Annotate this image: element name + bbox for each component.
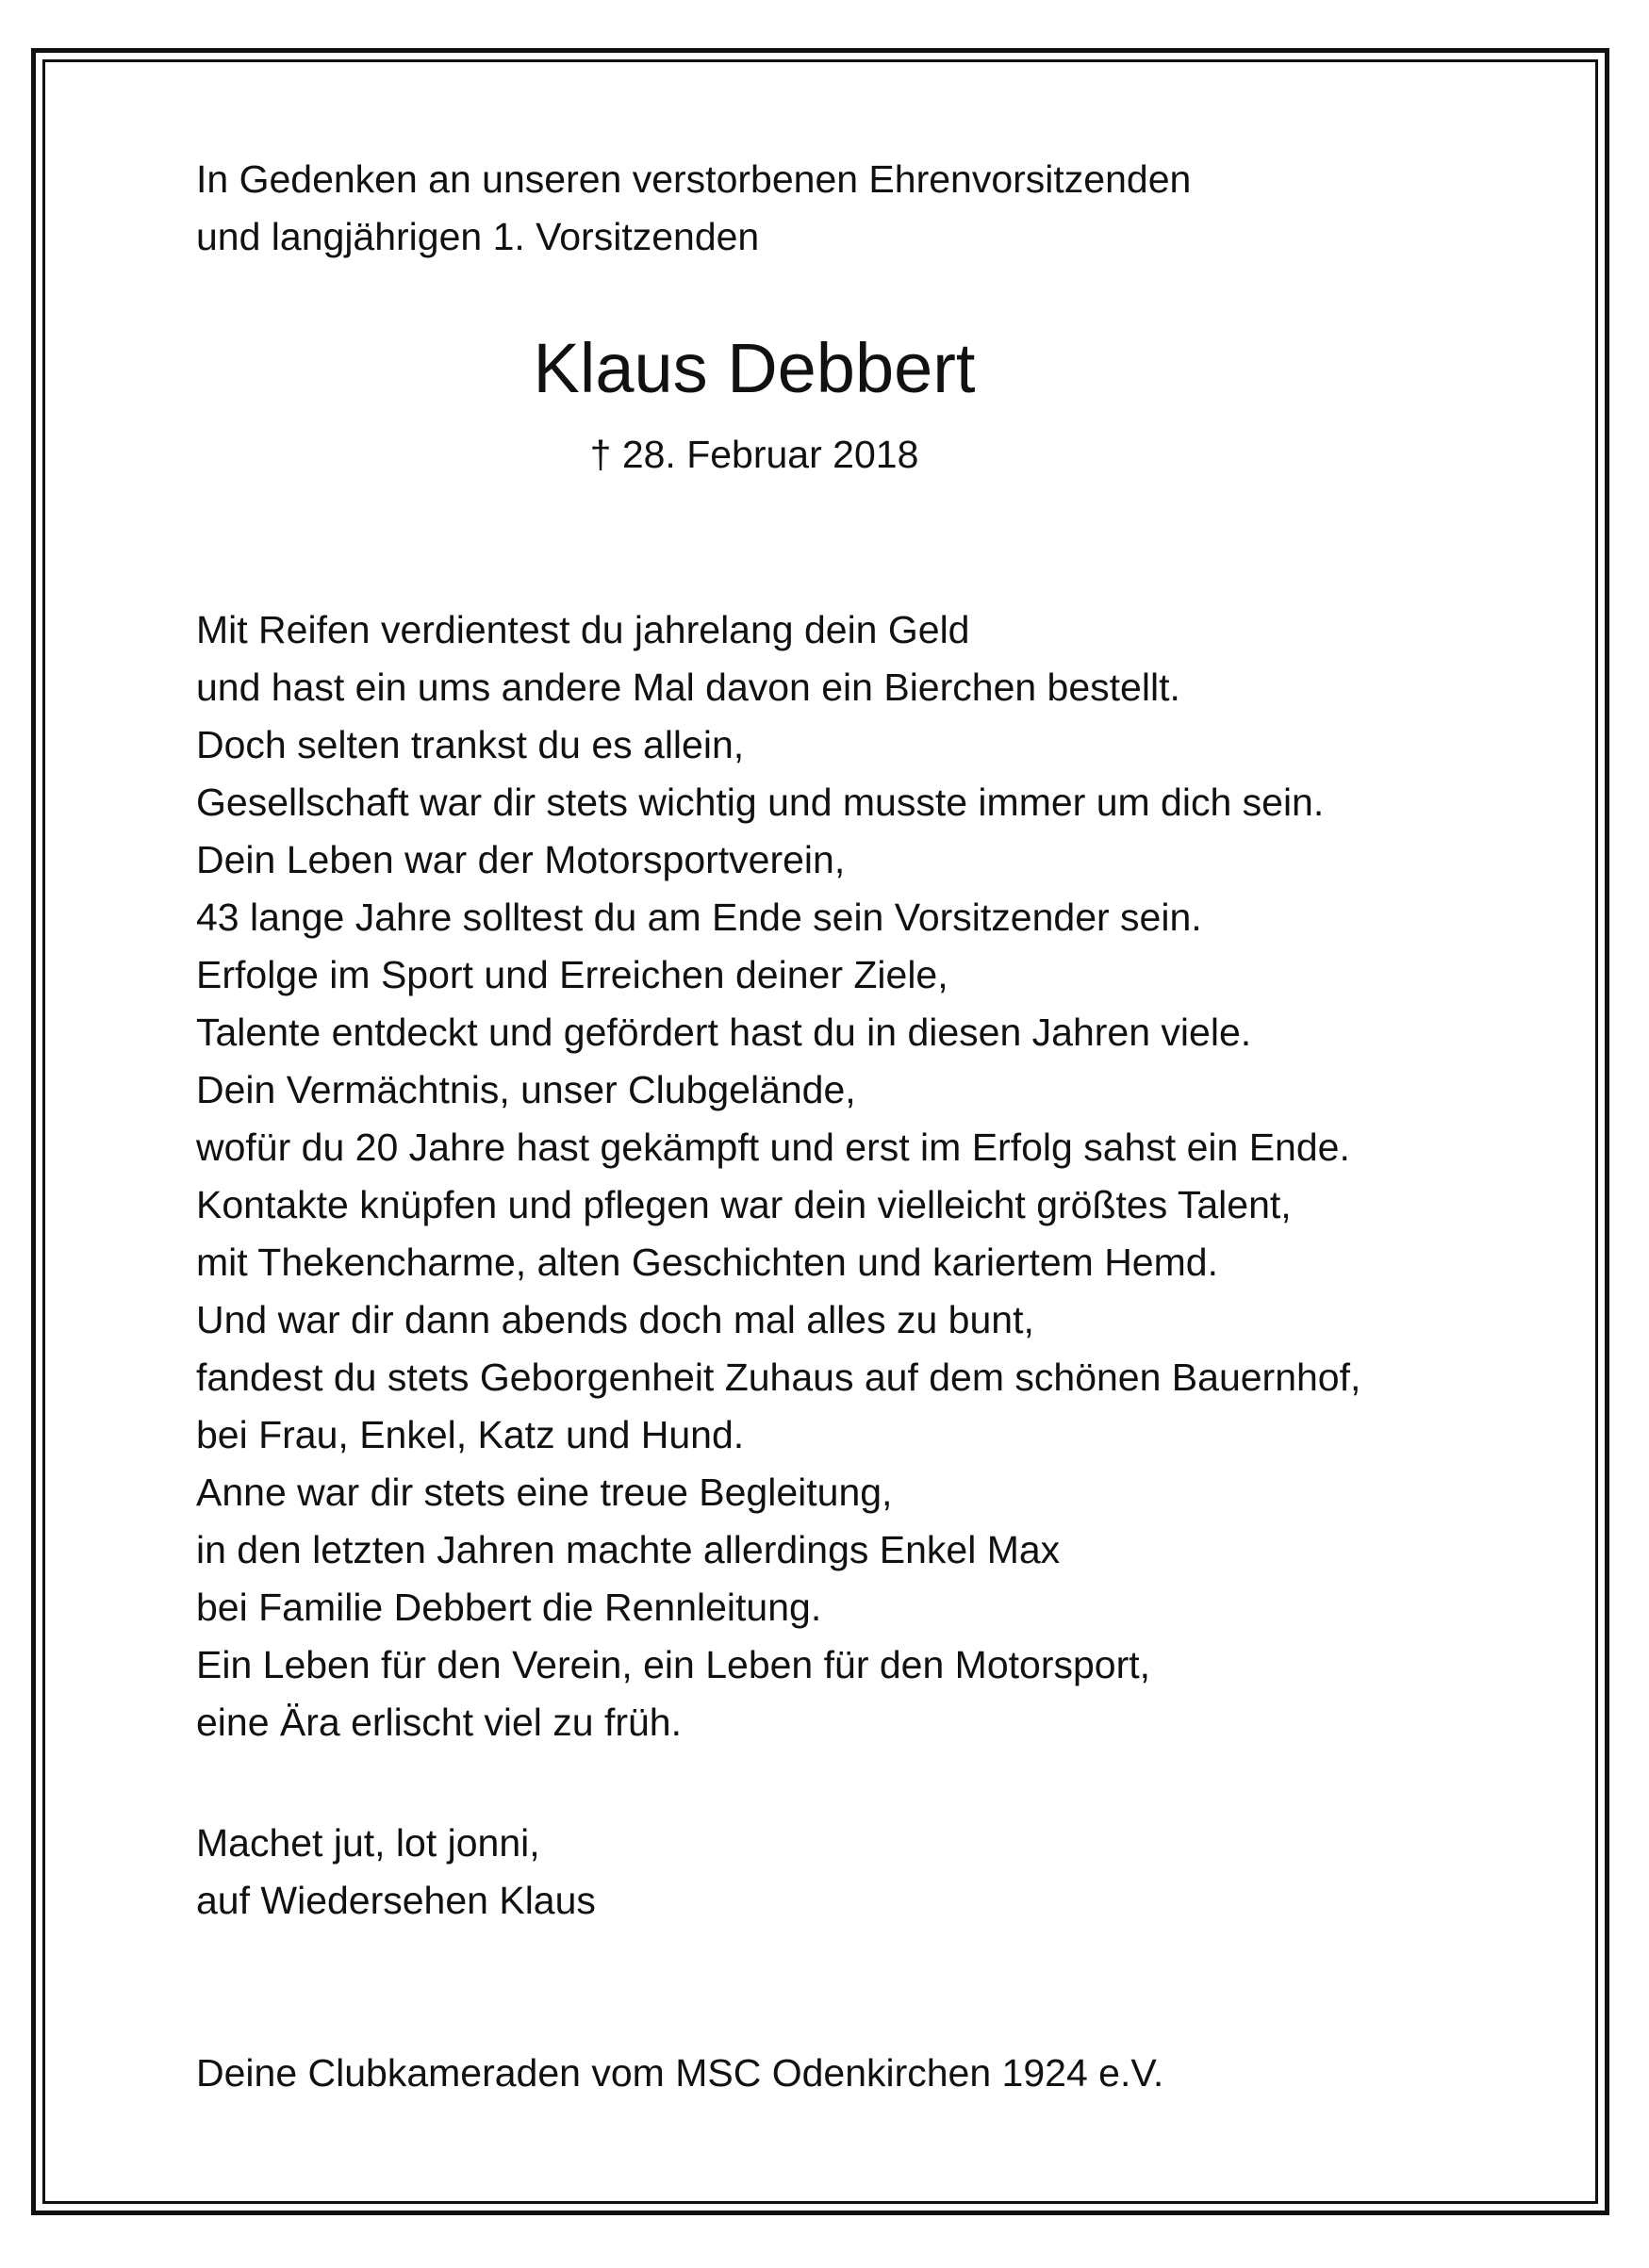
poem-line: bei Familie Debbert die Rennleitung. xyxy=(196,1586,822,1629)
poem-line: fandest du stets Geborgenheit Zuhaus auf dem schönen Bauernhof, xyxy=(196,1356,1361,1399)
poem-line: Gesellschaft war dir stets wichtig und musste immer um dich sein. xyxy=(196,781,1325,824)
farewell-line-2: auf Wiedersehen Klaus xyxy=(196,1879,596,1922)
poem-line: Und war dir dann abends doch mal alles zu bunt, xyxy=(196,1298,1034,1341)
poem-line: Anne war dir stets eine treue Begleitung, xyxy=(196,1471,893,1514)
intro-line-2: und langjährigen 1. Vorsitzenden xyxy=(196,215,760,258)
poem-line: Erfolge im Sport und Erreichen deiner Ziele, xyxy=(196,953,948,996)
poem-line: Kontakte knüpfen und pflegen war dein vielleicht größtes Talent, xyxy=(196,1183,1292,1226)
poem-line: wofür du 20 Jahre hast gekämpft und erst im Erfolg sahst ein Ende. xyxy=(196,1126,1350,1169)
poem-line: und hast ein ums andere Mal davon ein Bierchen bestellt. xyxy=(196,666,1180,709)
farewell-text xyxy=(196,1815,596,1930)
death-date: † 28. Februar 2018 xyxy=(589,433,919,476)
poem-line: Ein Leben für den Verein, ein Leben für den Motorsport, xyxy=(196,1643,1151,1686)
intro-text xyxy=(196,151,1191,266)
poem-line: Dein Leben war der Motorsportverein, xyxy=(196,838,846,881)
poem-line: Talente entdeckt und gefördert hast du in diesen Jahren viele. xyxy=(196,1011,1252,1054)
poem-line: Mit Reifen verdientest du jahrelang dein Geld xyxy=(196,608,970,651)
farewell-line-1: Machet jut, lot jonni, xyxy=(196,1821,540,1865)
poem-line: Dein Vermächtnis, unser Clubgelände, xyxy=(196,1068,856,1111)
intro-line-1: In Gedenken an unseren verstorbenen Ehrenvorsitzenden xyxy=(196,157,1192,201)
poem-line: 43 lange Jahre solltest du am Ende sein Vorsitzender sein. xyxy=(196,896,1202,939)
poem-line: eine Ära erlischt viel zu früh. xyxy=(196,1701,683,1744)
poem-line: mit Thekencharme, alten Geschichten und kariertem Hemd. xyxy=(196,1241,1218,1284)
signature: Deine Clubkameraden vom MSC Odenkirchen 1924 e.V. xyxy=(196,2051,1164,2095)
poem-line: Doch selten trankst du es allein, xyxy=(196,723,745,766)
poem-line: bei Frau, Enkel, Katz und Hund. xyxy=(196,1413,745,1456)
poem-line: in den letzten Jahren machte allerdings Enkel Max xyxy=(196,1528,1061,1571)
deceased-name: Klaus Debbert xyxy=(533,329,976,407)
memorial-poem xyxy=(196,601,1360,1751)
